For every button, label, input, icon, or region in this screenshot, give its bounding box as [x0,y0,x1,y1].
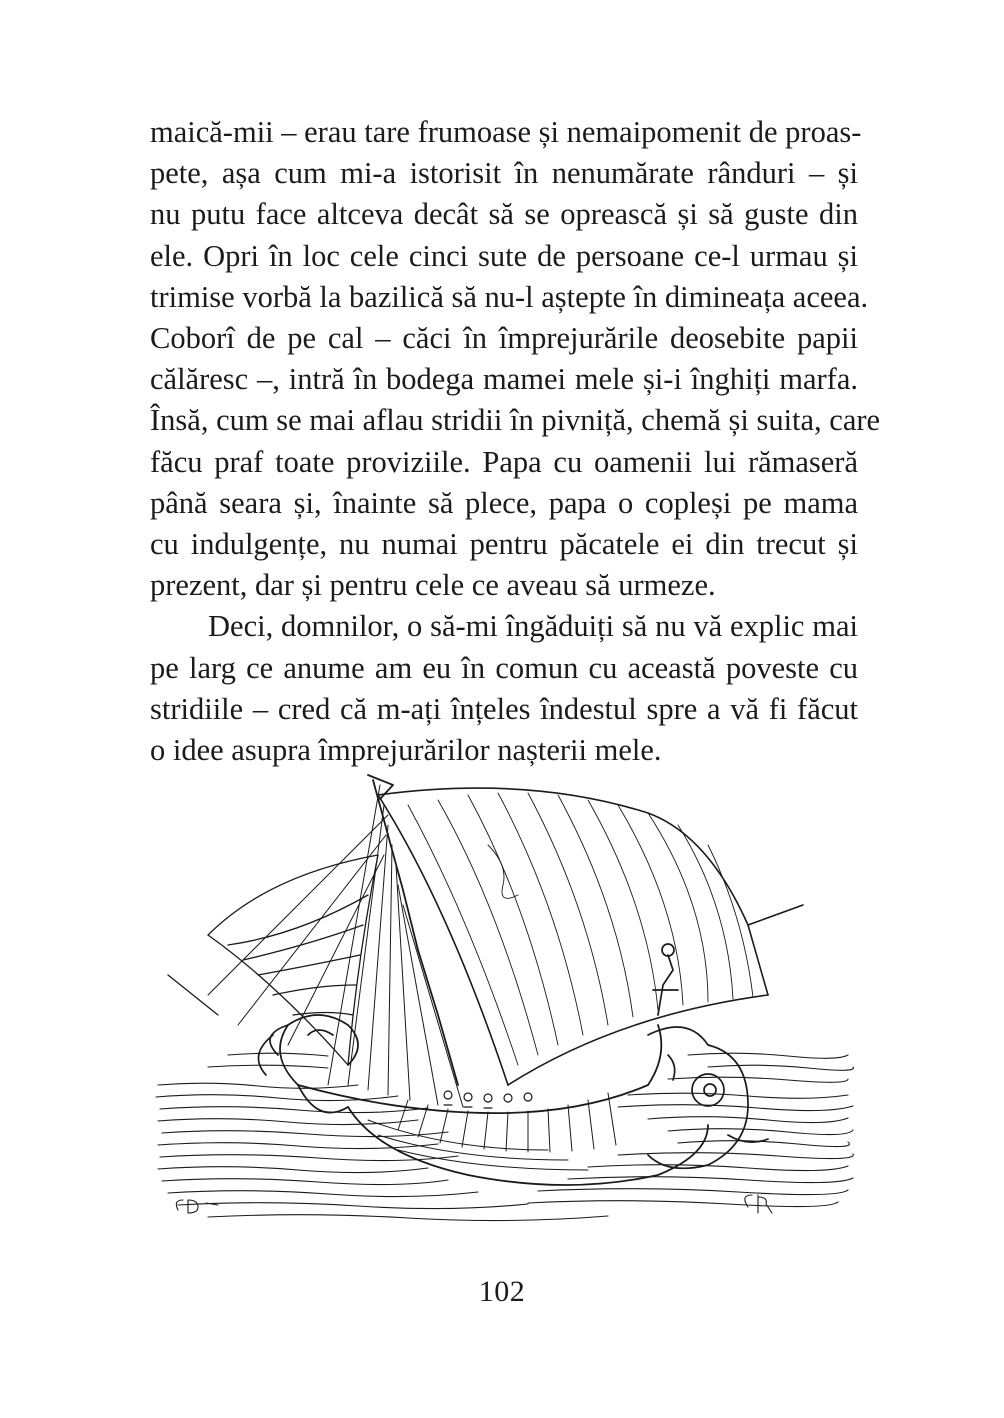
text-line: Însă, cum se mai aflau stridii în pivniță, chemă și suita, care [150,403,881,438]
text-line: făcu praf toate proviziile. Papa cu oamenii lui rămaseră [150,444,858,479]
signature-marks [176,1195,772,1213]
text-line: ele. Opri în loc cele cinci sute de persoane ce-l urmau și [150,238,858,273]
text-line: nu putu face altceva decât să se oprească și să guste din [150,197,858,232]
text-line: prezent, dar și pentru cele ce aveau să urmeze. [150,568,716,603]
ship-illustration [148,755,858,1245]
text-line: până seara și, înainte să plece, papa o copleși pe mama [150,485,858,520]
sail-shading [408,793,753,1065]
text-line: Deci, domnilor, o să-mi îngăduiți să nu vă explic mai [208,609,858,644]
body-text [150,112,881,771]
text-line: călăresc –, intră în bodega mamei mele și-i înghiți marfa. [150,362,858,397]
text-line: trimise vorbă la bazilică să nu-l aștepte în dimineața aceea. [150,279,869,314]
text-line: pete, așa cum mi-a istorisit în nenumărate rânduri – și [150,156,858,191]
rigging [208,785,463,1107]
text-line: stridiile – cred că m-ați înțeles îndestul spre a vă fi făcut [150,691,858,726]
text-line: cu indulgențe, nu numai pentru păcatele ei din trecut și [150,527,858,562]
hull-detail [368,1093,616,1170]
main-sail [378,788,803,1085]
crew [444,1091,532,1108]
page-number: 102 [478,1275,526,1308]
text-line: pe larg ce anume am eu în comun cu această poveste cu [150,650,858,685]
text-line: maică-mii – erau tare frumoase și nemaipomenit de proas- [150,115,862,149]
stern-curl [258,1015,358,1085]
text-line: Coborî de pe cal – căci în împrejurările deosebite papii [150,321,858,356]
paragraph-2 [150,606,858,771]
text-line: o idee asupra împrejurărilor nașterii mele. [150,733,662,768]
sailing-galley-icon [148,755,858,1245]
paragraph-1 [150,112,881,606]
